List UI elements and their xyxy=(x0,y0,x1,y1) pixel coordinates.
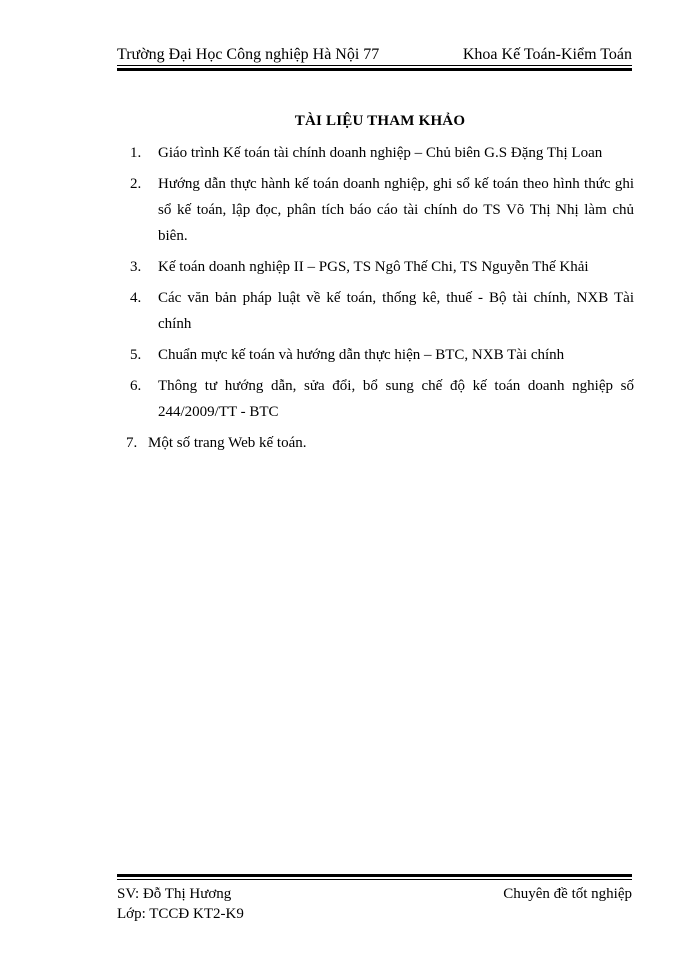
reference-text: Thông tư hướng dẫn, sửa đổi, bổ sung chế độ kế toán doanh nghiệp số 244/2009/TT - BTC xyxy=(158,378,634,420)
header-rule-thin xyxy=(117,65,632,66)
reference-item xyxy=(130,373,634,425)
reference-text: Hướng dẫn thực hành kế toán doanh nghiệp, ghi sổ kế toán theo hình thức ghi sổ kế toán, lập đọc, phân tích báo cáo tài chính do TS Võ Thị Nhị làm chủ biên. xyxy=(158,176,634,244)
page-footer xyxy=(117,884,632,924)
reference-number: 5. xyxy=(130,347,142,363)
footer-rule-thin xyxy=(117,879,632,880)
footer-doc-type: Chuyên đề tốt nghiệp xyxy=(503,886,632,902)
reference-text: Một số trang Web kế toán. xyxy=(148,435,307,451)
reference-text: Giáo trình Kế toán tài chính doanh nghiệp – Chủ biên G.S Đặng Thị Loan xyxy=(158,145,603,161)
reference-text: Kế toán doanh nghiệp II – PGS, TS Ngô Thế Chi, TS Nguyễn Thế Khải xyxy=(158,259,589,275)
reference-number: 7. xyxy=(126,435,138,451)
reference-number: 1. xyxy=(130,145,142,161)
reference-number: 3. xyxy=(130,259,142,275)
reference-number: 2. xyxy=(130,176,142,192)
reference-item xyxy=(130,254,634,280)
page-header xyxy=(117,40,632,64)
reference-item xyxy=(130,342,634,368)
header-faculty: Khoa Kế Toán-Kiểm Toán xyxy=(462,46,632,63)
footer-class: Lớp: TCCĐ KT2-K9 xyxy=(117,906,244,922)
reference-item xyxy=(130,140,634,166)
reference-list xyxy=(126,140,634,461)
header-school: Trường Đại Học Công nghiệp Hà Nội 77 xyxy=(117,46,380,63)
reference-item xyxy=(130,171,634,249)
reference-number: 6. xyxy=(130,378,142,394)
reference-item xyxy=(126,430,634,456)
section-title: TÀI LIỆU THAM KHẢO xyxy=(294,113,466,129)
header-rule-thick xyxy=(117,68,632,71)
footer-rule-thick xyxy=(117,874,632,877)
reference-text: Các văn bản pháp luật về kế toán, thống kê, thuế - Bộ tài chính, NXB Tài chính xyxy=(158,290,634,332)
footer-student: SV: Đỗ Thị Hương xyxy=(117,886,232,902)
reference-text: Chuẩn mực kế toán và hướng dẫn thực hiện – BTC, NXB Tài chính xyxy=(158,347,565,363)
reference-number: 4. xyxy=(130,290,142,306)
reference-item xyxy=(130,285,634,337)
